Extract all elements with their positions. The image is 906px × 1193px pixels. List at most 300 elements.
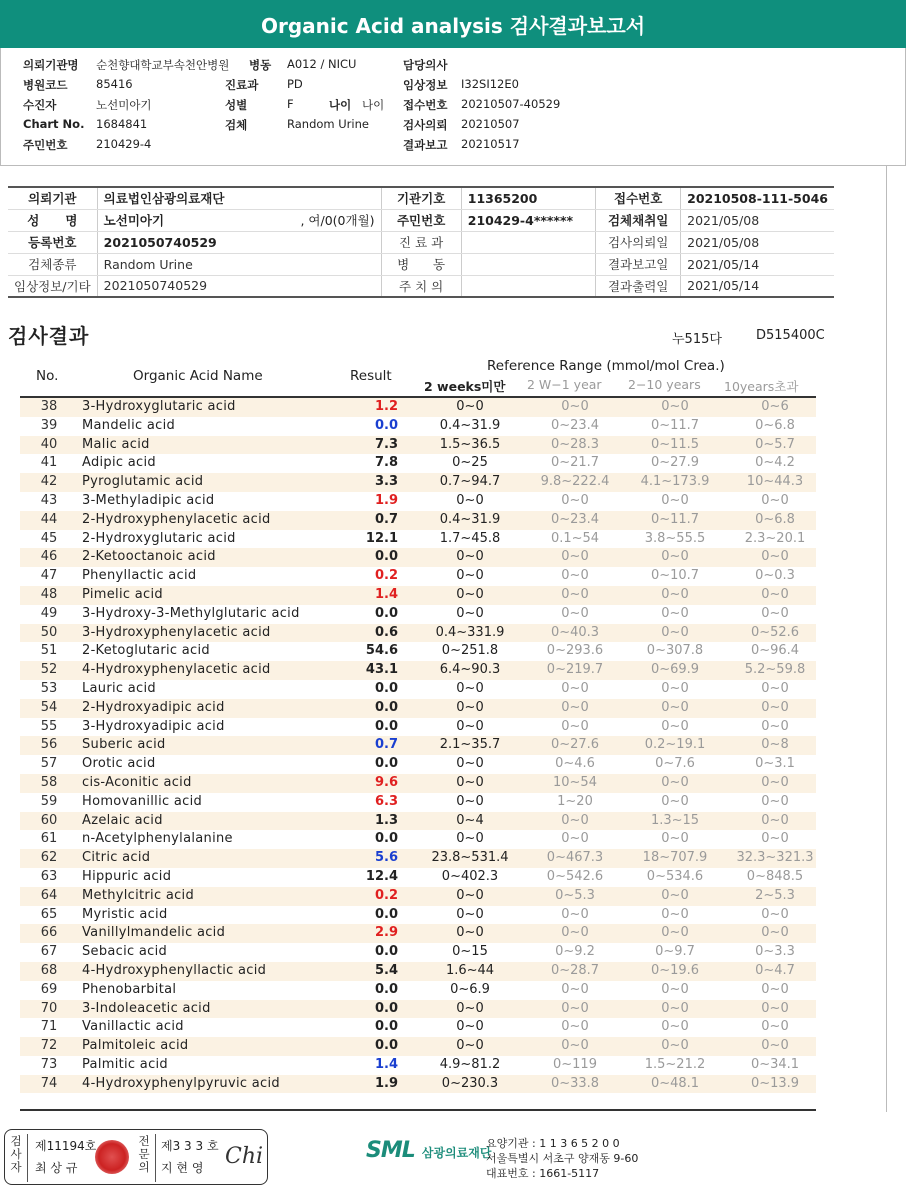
ref-2w-1y: 10~54 [553,774,597,790]
acid-name: Hippuric acid [82,868,172,884]
row-number: 48 [40,586,58,602]
ref-over-10y: 0~0 [761,586,789,602]
row-number: 70 [40,1000,58,1016]
ref-2w-1y: 0~4.6 [555,756,595,772]
results-table [20,398,816,1093]
acid-name: Sebacic acid [82,944,168,960]
row-number: 72 [40,1038,58,1054]
table-row [20,680,816,699]
ref-over-10y: 2.3~20.1 [744,530,806,546]
ref-2-10y: 0~48.1 [650,1075,700,1091]
header-r3: 2−10 years [628,377,701,392]
result-value: 0.2 [374,568,398,584]
row-number: 52 [40,662,58,678]
result-value: 0.0 [374,549,398,565]
result-value: 0.0 [374,756,398,772]
row-number: 43 [40,492,58,508]
row-number: 68 [40,962,58,978]
rcpt-value: 20210508-111-5046 [681,187,834,209]
print-value: 2021/05/14 [681,275,834,297]
ward-label: 병동 [249,58,272,72]
clinical-value: I32SI12E0 [461,77,519,91]
table-row [20,398,816,417]
info-label: 임상정보/기타 [8,275,97,297]
ref-under-2w: 0~0 [456,793,484,809]
rep-value: 2021/05/14 [681,253,834,275]
ref-over-10y: 0~0 [761,680,789,696]
address: 서울특별시 서초구 양재동 9-60 [486,1152,639,1165]
dept-label-2: 진 료 과 [381,231,461,253]
acid-name: 2-Ketoglutaric acid [82,643,210,659]
acid-name: Lauric acid [82,680,156,696]
acid-name: 3-Hydroxy-3-Methylglutaric acid [82,605,300,621]
ref-over-10y: 0~34.1 [750,1056,800,1072]
chart-label: Chart No. [23,117,85,131]
row-number: 60 [40,812,58,828]
result-value: 0.0 [374,906,398,922]
result-value: 0.0 [374,944,398,960]
ref-under-2w: 0.4~331.9 [435,624,505,640]
ref-under-2w: 0~0 [456,925,484,941]
ref-under-2w: 4.9~81.2 [439,1056,501,1072]
ref-under-2w: 0~0 [456,756,484,772]
acid-name: Phenobarbital [82,981,177,997]
row-number: 50 [40,624,58,640]
result-value: 6.3 [374,793,398,809]
lab-row [8,275,834,297]
result-value: 0.0 [374,718,398,734]
ref-under-2w: 0~0 [456,492,484,508]
ref-2w-1y: 0~0 [561,680,589,696]
row-number: 41 [40,455,58,471]
receipt-label: 접수번호 [403,98,448,112]
result-value: 5.6 [374,850,398,866]
ref-under-2w: 0~4 [456,812,484,828]
request-value: 20210507 [461,117,520,131]
ref-2w-1y: 0~33.8 [550,1075,600,1091]
result-value: 1.9 [374,1075,398,1091]
ref-over-10y: 0~13.9 [750,1075,800,1091]
result-value: 1.2 [374,399,398,414]
ref-2-10y: 0~0 [661,605,689,621]
row-number: 46 [40,549,58,565]
header-result: Result [350,368,392,384]
header-r2: 2 W−1 year [527,377,602,392]
ref-2w-1y: 0~119 [553,1056,597,1072]
lab-contact [486,1136,638,1181]
examiner-license: 제11194호 [35,1139,97,1153]
table-row [20,1018,816,1037]
acid-name: 2-Hydroxyglutaric acid [82,530,236,546]
ref-2w-1y: 0~23.4 [550,417,600,433]
ref-over-10y: 0~0.3 [755,568,795,584]
row-number: 45 [40,530,58,546]
table-row [20,492,816,511]
ref-2-10y: 0~7.6 [655,756,695,772]
specialist-license: 제3 3 3 호 [161,1139,219,1153]
result-value: 0.0 [374,417,398,433]
table-row [20,1000,816,1019]
req-label: 검사의뢰일 [596,231,681,253]
ref-under-2w: 0~0 [456,774,484,790]
report-date-label: 결과보고 [403,138,448,152]
doc-value [461,275,595,297]
row-number: 57 [40,756,58,772]
acid-name: 2-Ketooctanoic acid [82,549,216,565]
reg-label: 등록번호 [8,231,97,253]
result-value: 0.6 [374,624,398,640]
hospital-code-value: 85416 [96,77,133,91]
table-row [20,548,816,567]
result-value: 1.3 [374,812,398,828]
acid-name: 3-Methyladipic acid [82,492,215,508]
row-number: 66 [40,925,58,941]
result-value: 2.9 [374,925,398,941]
ref-2-10y: 0~0 [661,906,689,922]
acid-name: Palmitic acid [82,1056,168,1072]
ref-over-10y: 5.2~59.8 [744,662,806,678]
result-value: 7.8 [374,455,398,471]
row-number: 67 [40,944,58,960]
ref-2w-1y: 0~0 [561,1038,589,1054]
signature-box [4,1129,268,1185]
ref-under-2w: 0~0 [456,399,484,414]
ref-over-10y: 0~8 [761,737,789,753]
table-row [20,981,816,1000]
ref-under-2w: 0~0 [456,568,484,584]
table-row [20,605,816,624]
ref-2w-1y: 0~0 [561,925,589,941]
ref-2-10y: 0~0 [661,492,689,508]
acid-name: Orotic acid [82,756,156,772]
name-cell [97,209,381,231]
examiner-name: 최 상 규 [35,1161,78,1175]
test-code: D515400C [756,328,825,343]
ref-2w-1y: 0~0 [561,605,589,621]
sml-logo [366,1138,491,1163]
ref-under-2w: 0~0 [456,605,484,621]
acid-name: 3-Hydroxyphenylacetic acid [82,624,271,640]
table-row [20,774,816,793]
ward-value-2 [461,253,595,275]
ref-2w-1y: 0~0 [561,812,589,828]
ref-over-10y: 0~3.3 [755,944,795,960]
ref-under-2w: 0~402.3 [441,868,499,884]
receipt-value: 20210507-40529 [461,97,561,111]
ref-under-2w: 0~0 [456,906,484,922]
header-r1: 2 weeks미만 [424,379,506,394]
ref-over-10y: 32.3~321.3 [736,850,814,866]
ref-2w-1y: 9.8~222.4 [540,474,610,490]
acid-name: 3-Hydroxyadipic acid [82,718,225,734]
table-row [20,849,816,868]
ref-under-2w: 2.1~35.7 [439,737,501,753]
acid-name: Pimelic acid [82,586,163,602]
result-value: 0.0 [374,699,398,715]
ref-2-10y: 0~0 [661,774,689,790]
ref-2-10y: 18~707.9 [642,850,708,866]
table-row [20,1056,816,1075]
ref-2w-1y: 1~20 [557,793,593,809]
acid-name: 2-Hydroxyadipic acid [82,699,225,715]
ref-2w-1y: 0~40.3 [550,624,600,640]
ref-2w-1y: 0~5.3 [555,887,595,903]
ref-2w-1y: 0~0 [561,586,589,602]
result-value: 0.0 [374,1000,398,1016]
row-number: 58 [40,774,58,790]
rcpt-label: 접수번호 [596,187,681,209]
reg-value: 2021050740529 [97,231,381,253]
ref-2-10y: 0~11.5 [650,436,700,452]
ref-2-10y: 1.5~21.2 [644,1056,706,1072]
ref-under-2w: 0~0 [456,699,484,715]
code-value: 11365200 [461,187,595,209]
ref-2-10y: 0~0 [661,1000,689,1016]
result-value: 0.2 [374,887,398,903]
row-number: 69 [40,981,58,997]
acid-name: Vanillactic acid [82,1019,184,1035]
ref-2-10y: 3.8~55.5 [644,530,706,546]
acid-name: Suberic acid [82,737,166,753]
ref-over-10y: 0~6 [761,399,789,414]
age-label: 나이 [329,98,352,112]
ref-under-2w: 0~0 [456,680,484,696]
ref-2w-1y: 0~293.6 [546,643,604,659]
hospital-label: 의뢰기관명 [23,58,79,72]
phone: 대표번호 : 1661-5117 [486,1167,600,1180]
result-value: 43.1 [365,662,398,678]
ref-2w-1y: 0~0 [561,492,589,508]
ref-over-10y: 0~3.1 [755,756,795,772]
table-row [20,661,816,680]
signature: Chi [225,1144,264,1169]
ref-2w-1y: 0~219.7 [546,662,604,678]
table-row [20,906,816,925]
ref-2-10y: 0~0 [661,981,689,997]
seal-icon [95,1140,129,1174]
acid-name: cis-Aconitic acid [82,774,192,790]
ref-2w-1y: 0~27.6 [550,737,600,753]
ref-2-10y: 0~0 [661,1038,689,1054]
ref-2-10y: 1.3~15 [650,812,700,828]
ref-under-2w: 1.6~44 [445,962,495,978]
table-row [20,812,816,831]
ref-under-2w: 0~0 [456,1019,484,1035]
patient-info-panel [0,48,906,166]
ref-2w-1y: 0~0 [561,906,589,922]
ref-over-10y: 0~6.8 [755,511,795,527]
acid-name: Myristic acid [82,906,168,922]
ref-2-10y: 0~0 [661,399,689,414]
spec-value: Random Urine [97,253,381,275]
table-row [20,586,816,605]
doc-label: 주 치 의 [381,275,461,297]
acid-name: Homovanillic acid [82,793,203,809]
ref-over-10y: 0~0 [761,699,789,715]
lab-row [8,231,834,253]
acid-name: 4-Hydroxyphenyllactic acid [82,962,267,978]
ref-over-10y: 10~44.3 [746,474,804,490]
row-number: 54 [40,699,58,715]
header-r4: 10years초과 [724,379,799,394]
acid-name: Mandelic acid [82,417,176,433]
report-title: Organic Acid analysis 검사결과보고서 [0,0,906,48]
ref-over-10y: 0~5.7 [755,436,795,452]
chart-value: 1684841 [96,117,148,131]
ref-over-10y: 0~4.2 [755,455,795,471]
acid-name: Methylcitric acid [82,887,195,903]
row-number: 53 [40,680,58,696]
result-value: 7.3 [374,436,398,452]
acid-name: Pyroglutamic acid [82,474,204,490]
ref-2-10y: 0.2~19.1 [644,737,706,753]
table-row [20,868,816,887]
result-value: 0.7 [374,511,398,527]
ref-over-10y: 0~0 [761,1019,789,1035]
doctor-label: 담당의사 [403,58,448,72]
table-row [20,530,816,549]
req-value: 2021/05/08 [681,231,834,253]
result-value: 54.6 [365,643,398,659]
table-row [20,1037,816,1056]
result-value: 0.7 [374,737,398,753]
code-label: 기관기호 [381,187,461,209]
ref-under-2w: 0~6.9 [450,981,490,997]
specimen-value: Random Urine [287,117,369,131]
ref-over-10y: 0~6.8 [755,417,795,433]
ref-under-2w: 0.4~31.9 [439,511,501,527]
ssn-value: 210429-4****** [461,209,595,231]
acid-name: 2-Hydroxyphenylacetic acid [82,511,271,527]
ward-value: A012 / NICU [287,57,357,71]
lab-row [8,209,834,231]
lab-info-table [8,186,834,298]
table-row [20,755,816,774]
section-title: 검사결과 [8,324,90,348]
ref-2-10y: 0~10.7 [650,568,700,584]
result-value: 1.9 [374,492,398,508]
request-label: 검사의뢰 [403,118,448,132]
spec-label: 검체종류 [8,253,97,275]
header-name: Organic Acid Name [133,368,263,384]
row-number: 49 [40,605,58,621]
table-row [20,830,816,849]
result-value: 9.6 [374,774,398,790]
ref-over-10y: 0~0 [761,605,789,621]
ref-under-2w: 0.7~94.7 [439,474,501,490]
table-row [20,454,816,473]
ref-under-2w: 0~25 [452,455,488,471]
result-value: 0.0 [374,1019,398,1035]
row-number: 65 [40,906,58,922]
row-number: 39 [40,417,58,433]
ref-over-10y: 0~0 [761,981,789,997]
collector-label: 수진자 [23,98,57,112]
dept-value: PD [287,77,303,91]
table-row [20,436,816,455]
collector-value: 노선미아기 [96,98,152,112]
org-value: 의료법인삼광의료재단 [97,187,381,209]
ref-2-10y: 0~69.9 [650,662,700,678]
footer-rule [20,1109,816,1111]
hospital-code-label: 병원코드 [23,78,68,92]
ref-2w-1y: 0~0 [561,549,589,565]
ssn-label: 주민번호 [381,209,461,231]
acid-name: Azelaic acid [82,812,163,828]
sex-label: 성별 [225,98,248,112]
id-label: 주민번호 [23,138,68,152]
table-row [20,417,816,436]
ref-over-10y: 0~848.5 [746,868,804,884]
ref-2w-1y: 0~542.6 [546,868,604,884]
ref-under-2w: 23.8~531.4 [431,850,509,866]
row-number: 38 [40,399,58,414]
ref-2-10y: 0~19.6 [650,962,700,978]
acid-name: 4-Hydroxyphenylacetic acid [82,662,271,678]
row-number: 42 [40,474,58,490]
acid-name: Vanillylmandelic acid [82,925,226,941]
right-border [886,166,887,1112]
ref-2-10y: 0~11.7 [650,417,700,433]
acid-name: n-Acetylphenylalanine [82,831,233,847]
table-row [20,736,816,755]
acid-name: 3-Hydroxyglutaric acid [82,399,236,414]
ref-2-10y: 0~0 [661,718,689,734]
ref-2-10y: 0~11.7 [650,511,700,527]
ref-2-10y: 0~0 [661,831,689,847]
header-ref: Reference Range (mmol/mol Crea.) [487,358,725,374]
result-value: 0.0 [374,605,398,621]
ref-2-10y: 0~0 [661,699,689,715]
ref-under-2w: 0~0 [456,586,484,602]
row-number: 73 [40,1056,58,1072]
ref-2w-1y: 0~0 [561,399,589,414]
result-value: 1.4 [374,1056,398,1072]
dept-value-2 [461,231,595,253]
ref-over-10y: 0~96.4 [750,643,800,659]
dept-label: 진료과 [225,78,259,92]
ref-2w-1y: 0~0 [561,981,589,997]
ward-label-2: 병 동 [381,253,461,275]
result-value: 12.4 [365,868,398,884]
lab-row [8,187,834,209]
row-number: 44 [40,511,58,527]
specialist-vertical-label: 전문의 [138,1134,150,1174]
result-value: 3.3 [374,474,398,490]
ref-2-10y: 0~27.9 [650,455,700,471]
ref-under-2w: 0~251.8 [441,643,499,659]
ref-2-10y: 0~0 [661,887,689,903]
ref-over-10y: 0~0 [761,906,789,922]
ref-over-10y: 0~0 [761,492,789,508]
table-row [20,943,816,962]
ref-under-2w: 0~15 [452,944,488,960]
table-row [20,699,816,718]
table-row [20,624,816,643]
row-number: 64 [40,887,58,903]
ref-under-2w: 0~0 [456,549,484,565]
ref-2w-1y: 0~0 [561,1019,589,1035]
ref-2w-1y: 0~0 [561,568,589,584]
ref-2-10y: 0~9.7 [655,944,695,960]
row-number: 62 [40,850,58,866]
result-value: 1.4 [374,586,398,602]
age-value: 나이 [362,98,385,112]
ref-under-2w: 0~0 [456,1038,484,1054]
row-number: 47 [40,568,58,584]
result-value: 0.0 [374,1038,398,1054]
examiner-vertical-label: 검사자 [10,1134,22,1174]
